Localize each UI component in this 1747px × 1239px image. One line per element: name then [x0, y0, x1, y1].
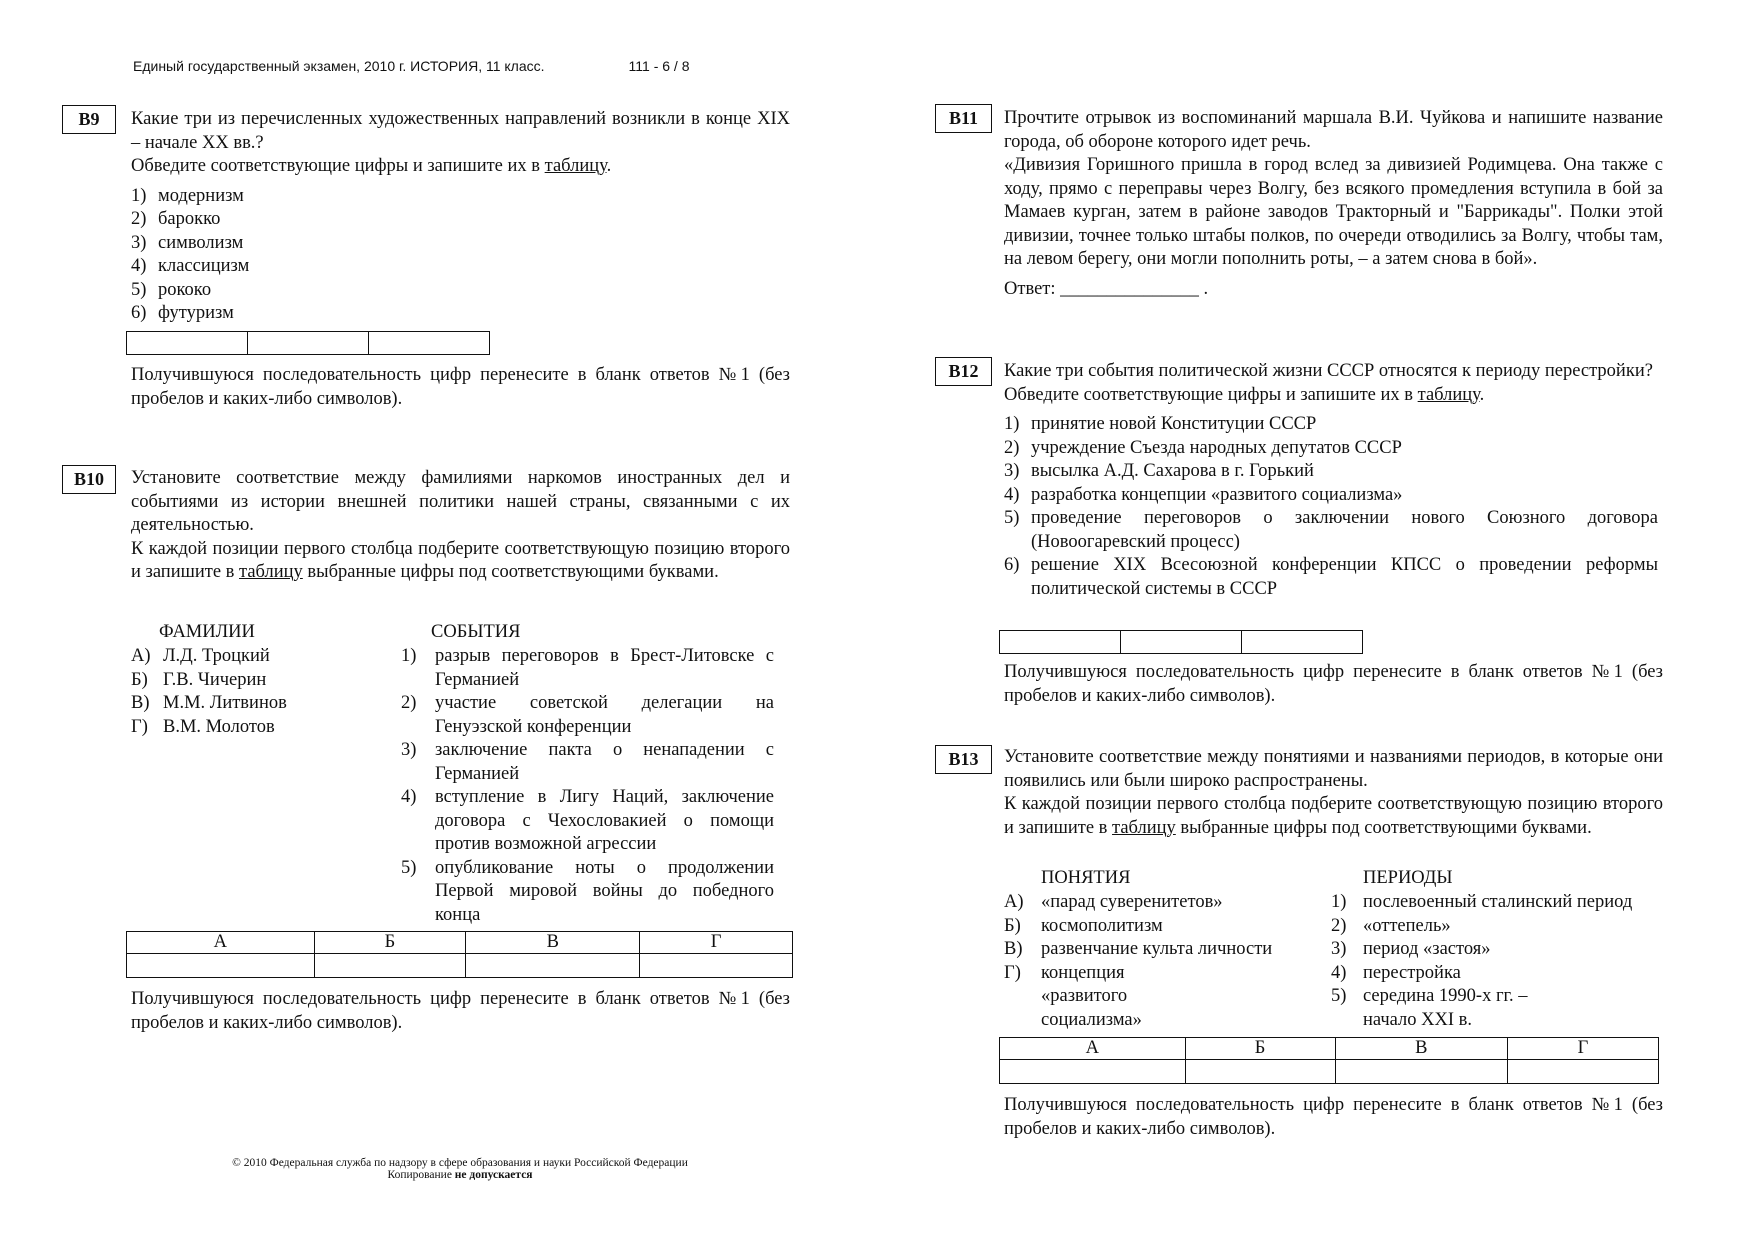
answer-cell[interactable]: [1335, 1060, 1507, 1084]
grid-header-cell: А: [127, 932, 315, 954]
column-header-ponyatiya: ПОНЯТИЯ: [1041, 868, 1131, 888]
transfer-note-b12: Получившуюся последовательность цифр перенесите в бланк ответов №1 (без пробелов и каких-либо символов).: [1004, 662, 1663, 706]
question-text: Установите соответствие между фамилиями наркомов иностранных дел и событиями из истории внешней политики нашей страны, связанными с их деятельностью.: [131, 468, 790, 535]
answer-grid-b9: [126, 331, 490, 355]
answer-cell[interactable]: [369, 332, 490, 355]
answer-cell[interactable]: [127, 954, 315, 978]
list-item: А) «парад суверенитетов»: [1004, 892, 1223, 912]
list-item: 2) «оттепель»: [1331, 915, 1451, 936]
answer-cell[interactable]: [1507, 1060, 1658, 1084]
list-item: 5) середина 1990-х гг. – начало XXI в.: [1331, 986, 1528, 1030]
transfer-note-b10: Получившуюся последовательность цифр перенесите в бланк ответов №1 (без пробелов и каких-либо символов).: [131, 989, 790, 1033]
answer-cell[interactable]: [1121, 631, 1242, 654]
grid-header-cell: В: [1335, 1038, 1507, 1060]
list-item: Г) концепция «развитого социализма»: [1004, 962, 1142, 1030]
list-item: В) М.М. Литвинов: [131, 693, 287, 713]
question-b9: [131, 108, 790, 326]
answer-grid-b13: [999, 1037, 1659, 1084]
answer-cell[interactable]: [1000, 631, 1121, 654]
question-text: Установите соответствие между понятиями и названиями периодов, в которые они появились или были широко распространены.: [1004, 747, 1663, 791]
option-item: 5) рококо: [131, 279, 212, 300]
answer-blank[interactable]: _______________: [1060, 278, 1199, 299]
page-footer: [190, 1157, 730, 1181]
list-item: 5) опубликование ноты о продолжении Первой мировой войны до победного конца: [401, 857, 774, 925]
options-list: [131, 185, 431, 326]
answer-cell[interactable]: [466, 954, 640, 978]
list-item: 3) заключение пакта о ненападении с Германией: [401, 740, 774, 784]
question-label-b11: В11: [935, 104, 992, 133]
grid-header-cell: В: [466, 932, 640, 954]
list-item: 2) участие советской делегации на Генуэзской конференции: [401, 693, 774, 737]
option-item: 4) классицизм: [131, 256, 250, 276]
instruction: Обведите соответствующие цифры и запишите их в таблицу.: [131, 156, 612, 176]
option-item: 2) барокко: [131, 209, 221, 229]
question-b12: [1004, 360, 1663, 601]
answer-cell[interactable]: [640, 954, 793, 978]
answer-grid-b10: [126, 931, 793, 978]
list-item: А) Л.Д. Троцкий: [131, 646, 270, 666]
answer-line: Ответ: _______________ .: [1004, 278, 1209, 299]
instruction: Обведите соответствующие цифры и запишите их в таблицу.: [1004, 384, 1485, 405]
question-text: Прочтите отрывок из воспоминаний маршала В.И. Чуйкова и напишите название города, об обороне которого идет речь.: [1004, 108, 1663, 152]
match-column-right-b10: [401, 645, 774, 927]
option-item: 6) футуризм: [131, 303, 234, 323]
list-item: 4) вступление в Лигу Наций, заключение договора с Чехословакией о помощи против возможной агрессии: [401, 787, 774, 854]
grid-header-cell: А: [1000, 1038, 1186, 1060]
grid-header-cell: Б: [314, 932, 466, 954]
list-item: Б) космополитизм: [1004, 915, 1163, 936]
copy-restriction: Копирование не допускается: [387, 1169, 533, 1181]
match-column-left-b13: [1004, 891, 1304, 1032]
transfer-note-b13: Получившуюся последовательность цифр перенесите в бланк ответов №1 (без пробелов и каких-либо символов).: [1004, 1095, 1663, 1139]
copyright-line: © 2010 Федеральная служба по надзору в сфере образования и науки Российской Федерации: [232, 1157, 688, 1169]
option-item: 2) учреждение Съезда народных депутатов СССР: [1004, 437, 1402, 458]
list-item: 1) разрыв переговоров в Брест-Литовске с Германией: [401, 646, 774, 690]
question-text: Какие три из перечисленных художественных направлений возникли в конце XIX – начале XX вв.?: [131, 109, 790, 153]
option-item: 5) проведение переговоров о заключении нового Союзного договора (Новоогаревский процесс): [1004, 508, 1658, 552]
option-item: 6) решение XIX Всесоюзной конференции КПСС о проведении реформы политической системы в СССР: [1004, 555, 1658, 599]
question-label-b10: В10: [62, 465, 116, 494]
list-item: 3) период «застоя»: [1331, 939, 1491, 959]
match-column-right-b13: [1331, 891, 1671, 1032]
answer-cell[interactable]: [1242, 631, 1363, 654]
option-item: 3) символизм: [131, 232, 244, 253]
option-item: 1) принятие новой Конституции СССР: [1004, 414, 1317, 434]
option-item: 4) разработка концепции «развитого социализма»: [1004, 484, 1403, 505]
question-label-b9: В9: [62, 105, 116, 134]
grid-header-cell: Г: [1507, 1038, 1658, 1060]
column-header-sobytiya: СОБЫТИЯ: [431, 622, 521, 642]
transfer-note-b9: Получившуюся последовательность цифр перенесите в бланк ответов №1 (без пробелов и каких-либо символов).: [131, 365, 790, 409]
answer-cell[interactable]: [1185, 1060, 1335, 1084]
options-list: [1004, 413, 1658, 601]
list-item: Г) В.М. Молотов: [131, 716, 275, 737]
column-header-familii: ФАМИЛИИ: [159, 622, 255, 642]
grid-header-cell: Б: [1185, 1038, 1335, 1060]
answer-grid-b12: [999, 630, 1363, 654]
exam-title: Единый государственный экзамен, 2010 г. ИСТОРИЯ, 11 класс.: [133, 58, 545, 74]
column-header-periody: ПЕРИОДЫ: [1363, 868, 1453, 888]
question-b11: [1004, 107, 1663, 301]
quote-text: «Дивизия Горишного пришла в город вслед за дивизией Родимцева. Она также с ходу, прямо с переправы через Волгу, без всякого промедления вступила в бой за Мамаев курган, затем в районе заводов Тракторный и "Баррикады". Полки этой дивизии, точнее только штабы полков, по очереди отводились за Волгу, чтобы там, на левом берегу, они могли пополнить роты, – а затем снова в бой».: [1004, 155, 1663, 269]
list-item: 1) послевоенный сталинский период: [1331, 892, 1633, 912]
question-text: Какие три события политической жизни СССР относятся к периоду перестройки?: [1004, 361, 1653, 381]
list-item: В) развенчание культа личности: [1004, 939, 1273, 959]
page-number: 111 - 6 / 8: [628, 58, 690, 74]
instruction: К каждой позиции первого столбца подберите соответствующую позицию второго и запишите в таблицу выбранные цифры под соответствующими буквами.: [1004, 794, 1663, 838]
answer-cell[interactable]: [1000, 1060, 1186, 1084]
answer-cell[interactable]: [127, 332, 248, 355]
answer-cell[interactable]: [248, 332, 369, 355]
option-item: 1) модернизм: [131, 185, 244, 206]
match-column-left-b10: [131, 645, 381, 739]
list-item: Б) Г.В. Чичерин: [131, 669, 267, 690]
grid-header-cell: Г: [640, 932, 793, 954]
question-b13: [1004, 746, 1663, 840]
answer-cell[interactable]: [314, 954, 466, 978]
list-item: 4) перестройка: [1331, 962, 1461, 983]
question-b10: [131, 467, 790, 585]
question-label-b13: В13: [935, 745, 992, 774]
question-label-b12: В12: [935, 357, 992, 386]
instruction: К каждой позиции первого столбца подберите соответствующую позицию второго и запишите в таблицу выбранные цифры под соответствующими буквами.: [131, 538, 790, 582]
option-item: 3) высылка А.Д. Сахарова в г. Горький: [1004, 461, 1314, 481]
page-header: [133, 58, 690, 74]
